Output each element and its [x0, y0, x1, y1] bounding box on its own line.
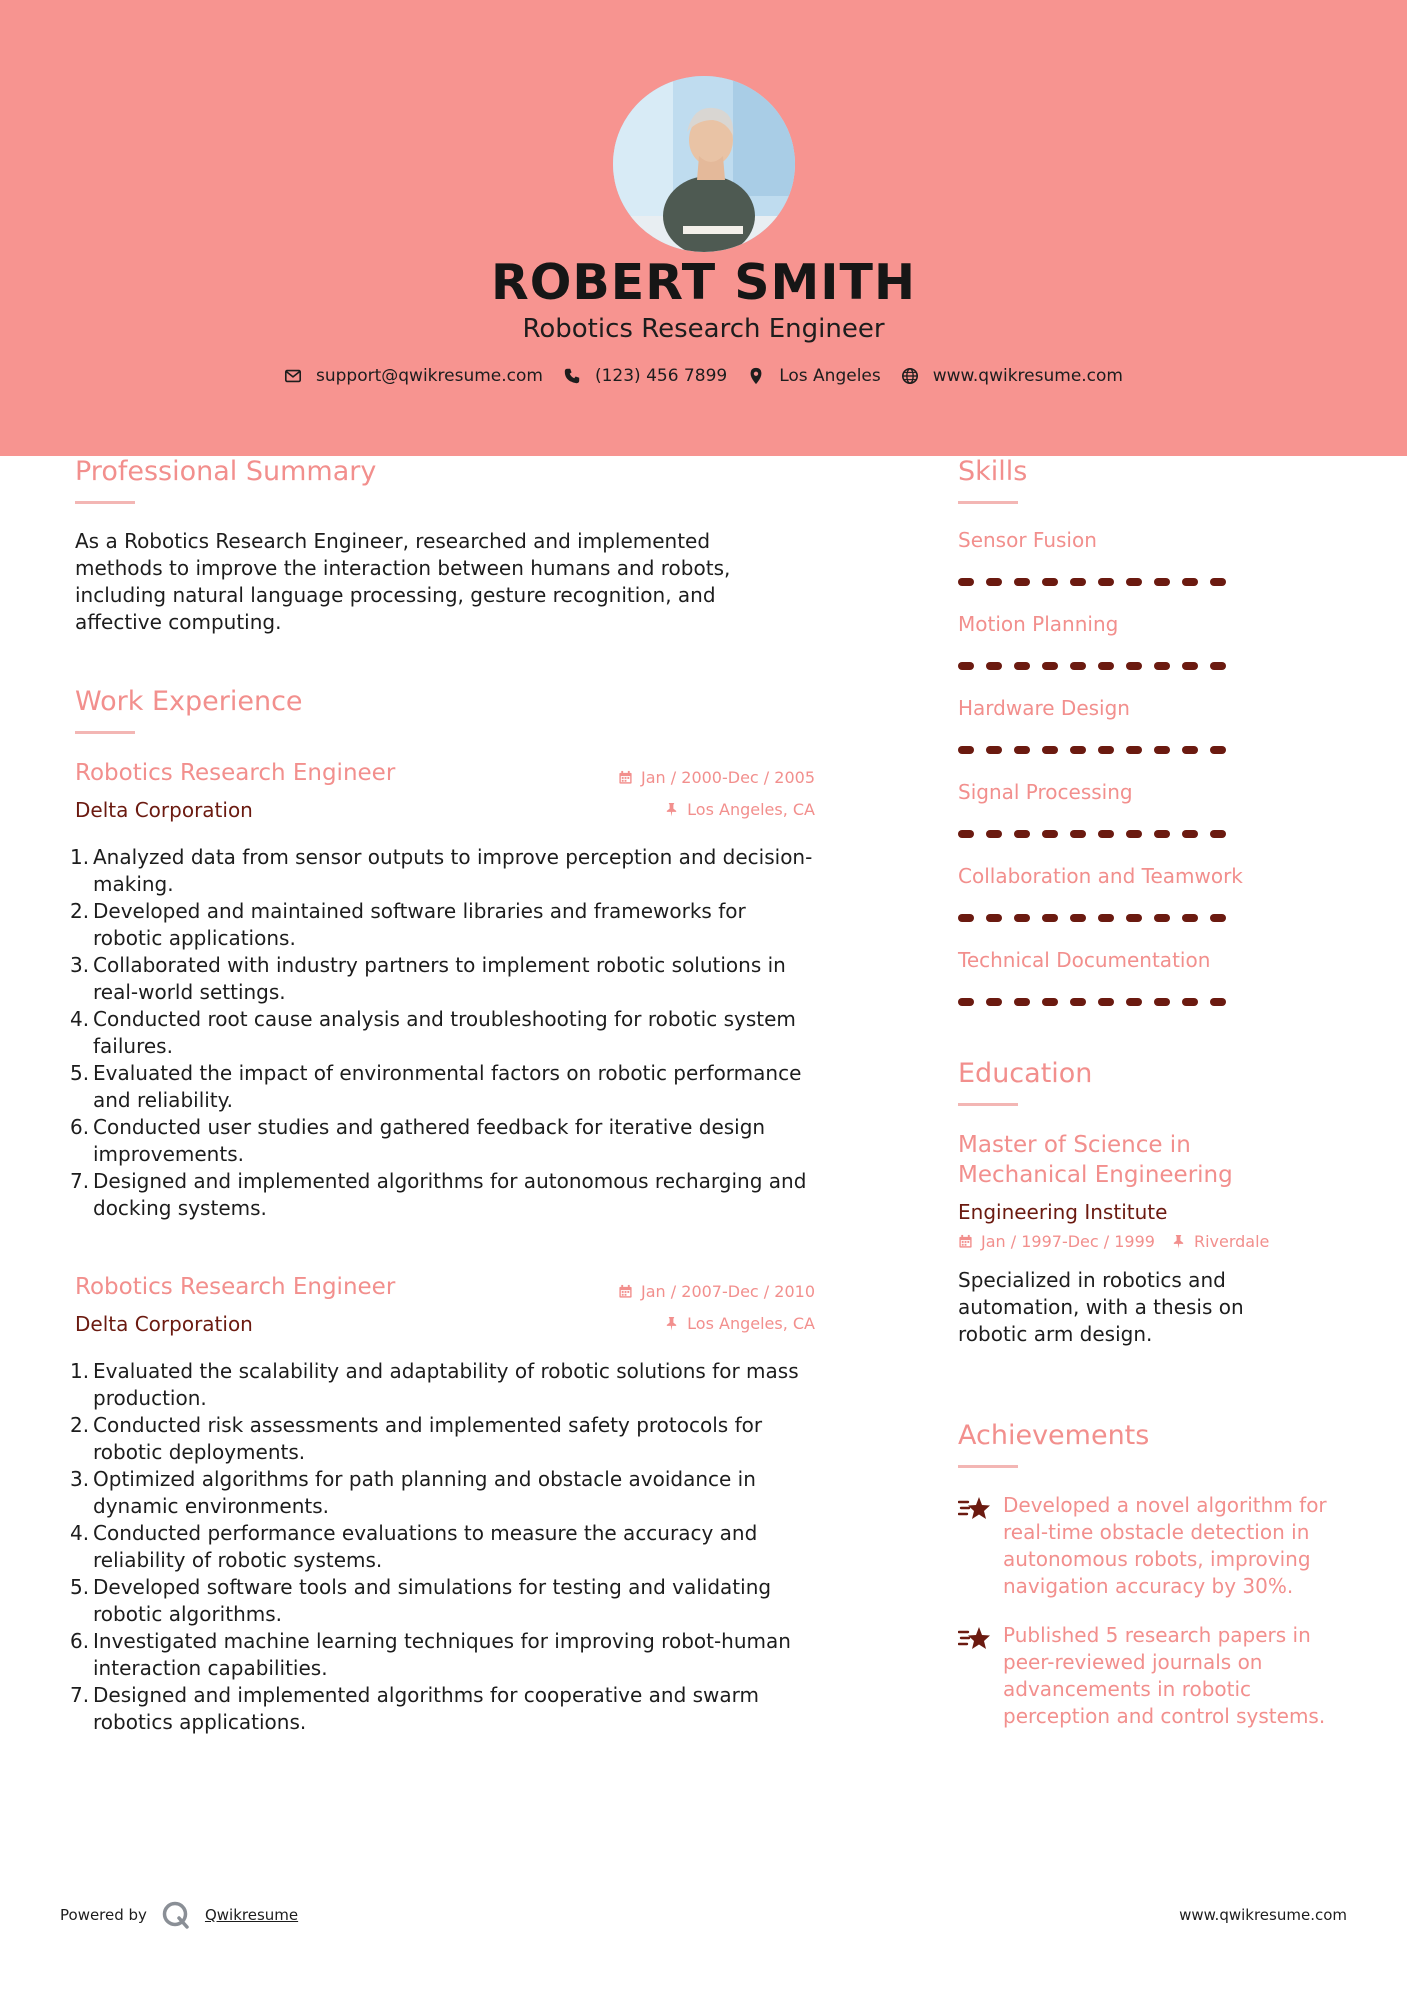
job-location	[664, 1314, 815, 1333]
list-item: 5. Developed software tools and simulations for testing and validating robotic algorithms.	[70, 1575, 772, 1626]
summary-section	[75, 456, 815, 636]
job-header	[75, 760, 815, 824]
job-bullets	[70, 1358, 815, 1736]
contact-phone[interactable]	[563, 366, 727, 386]
list-item: 7. Designed and implemented algorithms for cooperative and swarm robotics applications.	[70, 1683, 760, 1734]
skill-item	[958, 864, 1338, 922]
globe-icon	[901, 367, 919, 385]
job-header	[75, 1274, 815, 1338]
contact-bar	[0, 366, 1407, 386]
job-company: Delta Corporation	[75, 798, 253, 822]
skill-name: Collaboration and Teamwork	[958, 864, 1243, 888]
contact-location	[747, 366, 881, 386]
education-heading: Education	[958, 1058, 1093, 1089]
list-item: 6. Conducted user studies and gathered feedback for iterative design improvements.	[70, 1115, 766, 1166]
skill-name: Hardware Design	[958, 696, 1130, 720]
skill-rating	[958, 914, 1338, 922]
job-title: Robotics Research Engineer	[75, 1274, 396, 1300]
experience-section	[70, 686, 815, 1736]
skill-item	[958, 696, 1338, 754]
job-date	[618, 1282, 815, 1301]
envelope-icon	[284, 367, 302, 385]
job-entry	[70, 1274, 815, 1736]
education-location: Riverdale	[1193, 1232, 1270, 1251]
achievements-divider	[958, 1465, 1018, 1468]
location-text: Los Angeles	[779, 366, 881, 386]
brand-link[interactable]: Qwikresume	[204, 1906, 299, 1924]
achievement-text: Published 5 research papers in peer-reviewed journals on advancements in robotic perception and control systems.	[1003, 1623, 1326, 1728]
achievements-heading: Achievements	[958, 1420, 1150, 1451]
email-text: support@qwikresume.com	[316, 366, 543, 386]
list-item: 4. Conducted root cause analysis and troubleshooting for robotic system failures.	[70, 1007, 796, 1058]
job-entry	[70, 760, 815, 1222]
education-divider	[958, 1103, 1018, 1106]
education-meta	[958, 1232, 1338, 1251]
main-column	[70, 456, 815, 1736]
list-item: 1. Analyzed data from sensor outputs to improve perception and decision-making.	[70, 845, 813, 896]
sidebar-column	[958, 456, 1338, 1730]
skill-item	[958, 612, 1338, 670]
pushpin-icon	[1171, 1234, 1186, 1249]
education-section	[958, 1058, 1338, 1348]
summary-heading: Professional Summary	[75, 456, 377, 487]
list-item: 6. Investigated machine learning techniques for improving robot-human interaction capabilities.	[70, 1629, 791, 1680]
shooting-star-icon	[958, 1494, 992, 1524]
skill-item	[958, 948, 1338, 1006]
phone-text: (123) 456 7899	[594, 366, 728, 386]
summary-divider	[75, 501, 135, 504]
experience-heading: Work Experience	[75, 686, 303, 717]
education-date: Jan / 1997-Dec / 1999	[981, 1232, 1155, 1251]
list-item: 1. Evaluated the scalability and adaptability of robotic solutions for mass production.	[70, 1359, 799, 1410]
list-item: 7. Designed and implemented algorithms for autonomous recharging and docking systems.	[70, 1169, 807, 1220]
skills-heading: Skills	[958, 456, 1028, 487]
summary-text: As a Robotics Research Engineer, researched and implemented methods to improve the interaction between humans and robots, including natural language processing, gesture recognition, and affective computing.	[75, 529, 731, 634]
job-company: Delta Corporation	[75, 1312, 253, 1336]
skill-name: Sensor Fusion	[958, 528, 1097, 552]
powered-by-label: Powered by	[60, 1906, 147, 1924]
list-item: 5. Evaluated the impact of environmental factors on robotic performance and reliability.	[70, 1061, 802, 1112]
footer-website[interactable]: www.qwikresume.com	[1179, 1906, 1347, 1924]
contact-website[interactable]	[901, 366, 1123, 386]
skill-rating	[958, 830, 1338, 838]
job-title: Robotics Research Engineer	[75, 760, 396, 786]
skill-rating	[958, 998, 1338, 1006]
education-school: Engineering Institute	[958, 1200, 1168, 1224]
website-text: www.qwikresume.com	[932, 366, 1123, 386]
skill-name: Signal Processing	[958, 780, 1133, 804]
pushpin-icon	[664, 802, 679, 817]
job-date-text: Jan / 2000-Dec / 2005	[641, 768, 815, 787]
skill-name: Motion Planning	[958, 612, 1119, 636]
calendar-icon	[618, 1284, 633, 1299]
education-description: Specialized in robotics and automation, with a thesis on robotic arm design.	[958, 1268, 1244, 1346]
achievement-item	[958, 1492, 1338, 1600]
candidate-name: ROBERT SMITH	[491, 254, 916, 311]
contact-email[interactable]	[284, 366, 543, 386]
job-location-text: Los Angeles, CA	[687, 800, 815, 819]
skills-section	[958, 456, 1338, 1006]
experience-divider	[75, 731, 135, 734]
skills-divider	[958, 501, 1018, 504]
footer-powered-by	[60, 1900, 298, 1930]
job-date-text: Jan / 2007-Dec / 2010	[641, 1282, 815, 1301]
list-item: 2. Conducted risk assessments and implemented safety protocols for robotic deployments.	[70, 1413, 763, 1464]
education-degree: Master of Science in Mechanical Engineering	[958, 1132, 1233, 1188]
job-date	[618, 768, 815, 787]
skill-rating	[958, 662, 1338, 670]
job-bullets	[70, 844, 815, 1222]
achievement-item	[958, 1622, 1338, 1730]
list-item: 3. Optimized algorithms for path planning and obstacle avoidance in dynamic environments.	[70, 1467, 756, 1518]
map-pin-icon	[747, 367, 765, 385]
phone-icon	[563, 367, 581, 385]
job-location-text: Los Angeles, CA	[687, 1314, 815, 1333]
skill-name: Technical Documentation	[958, 948, 1211, 972]
calendar-icon	[958, 1234, 973, 1249]
shooting-star-icon	[958, 1624, 992, 1654]
skill-item	[958, 780, 1338, 838]
resume-header	[0, 0, 1407, 456]
skill-rating	[958, 746, 1338, 754]
profile-photo-image	[613, 76, 795, 252]
list-item: 4. Conducted performance evaluations to measure the accuracy and reliability of robotic systems.	[70, 1521, 758, 1572]
list-item: 2. Developed and maintained software libraries and frameworks for robotic applications.	[70, 899, 746, 950]
profile-photo	[613, 76, 795, 252]
skill-rating	[958, 578, 1338, 586]
achievement-text: Developed a novel algorithm for real-time obstacle detection in autonomous robots, improving navigation accuracy by 30%.	[1003, 1493, 1327, 1598]
pushpin-icon	[664, 1316, 679, 1331]
achievements-section	[958, 1420, 1338, 1730]
job-location	[664, 800, 815, 819]
candidate-title: Robotics Research Engineer	[522, 314, 885, 344]
skill-item	[958, 528, 1338, 586]
qwikresume-logo-icon	[161, 1900, 191, 1930]
list-item: 3. Collaborated with industry partners to implement robotic solutions in real-world settings.	[70, 953, 786, 1004]
skills-list	[958, 528, 1338, 1006]
calendar-icon	[618, 770, 633, 785]
